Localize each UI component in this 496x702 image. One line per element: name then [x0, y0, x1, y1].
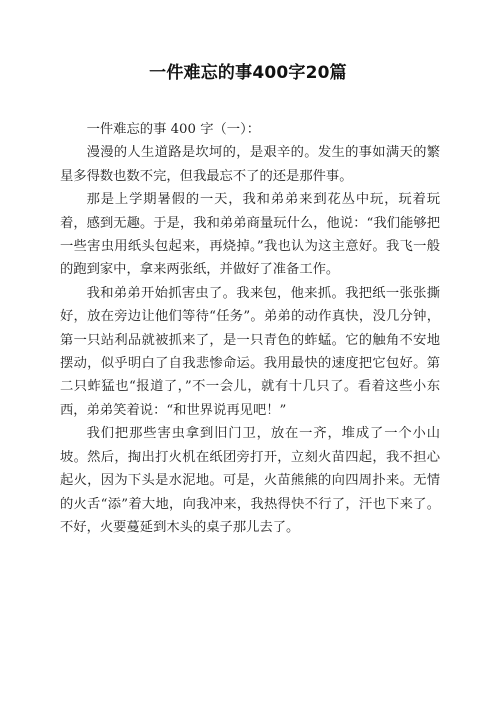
paragraph: 我们把那些害虫拿到旧门卫，放在一齐，堆成了一个小山坡。然后，掏出打火机在纸团旁打开，立刻火苗四起，我不担心起火，因为下头是水泥地。可是，火苗熊熊的向四周扑来。无情的火舌“添”着大地，向我冲来，我热得快不行了，汗也下来了。不好，火要蔓延到木头的桌子那儿去了。 [60, 426, 440, 535]
document-body [60, 118, 440, 539]
paragraph: 那是上学期暑假的一天，我和弟弟来到花丛中玩，玩着玩着，感到无趣。于是，我和弟弟商量玩什么，他说：“我们能够把一些害虫用纸头包起来，再烧掉。”我也认为这主意好。我飞一般的跑到家中，拿来两张纸，并做好了准备工作。 [60, 192, 440, 278]
paragraph: 我和弟弟开始抓害虫了。我来包，他来抓。我把纸一张张撕好，放在旁边让他们等待“任务”。弟弟的动作真快，没几分钟，第一只站利品就被抓来了，是一只青色的蚱蜢。它的触角不安地摆动，似乎明白了自我悲惨命运。我用最快的速度把它包好。第二只蚱猛也“报道了，”不一会儿，就有十几只了。看着这些小东西，弟弟笑着说：“和世界说再见吧！” [60, 285, 440, 418]
paragraph: 漫漫的人生道路是坎坷的，是艰辛的。发生的事如满天的繁星多得数也数不完，但我最忘不了的还是那件事。 [60, 145, 440, 184]
document-title: 一件难忘的事400字20篇 [149, 63, 347, 83]
paragraph: 一件难忘的事 400 字（一）： [86, 122, 261, 137]
